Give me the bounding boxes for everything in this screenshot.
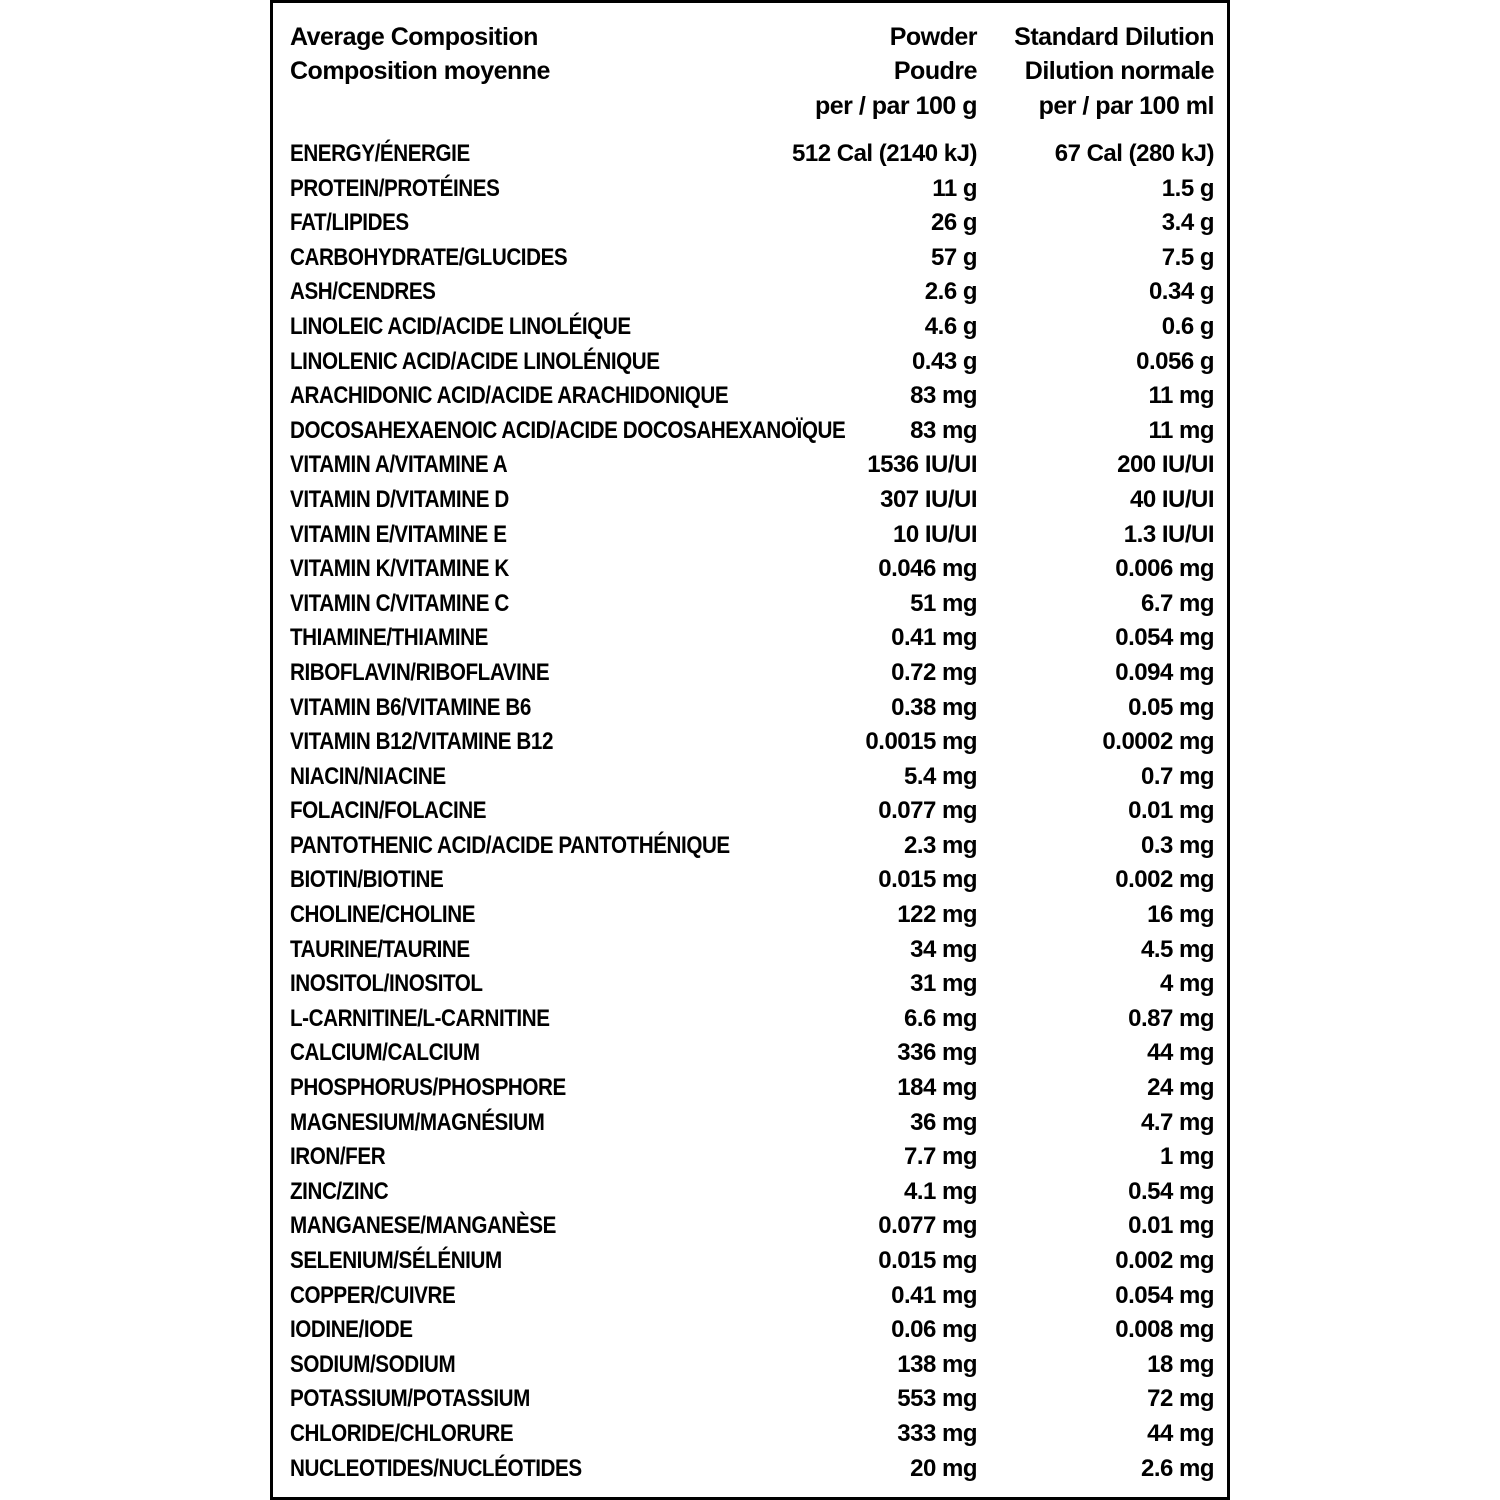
table-row [273,310,1227,345]
header-dilution-fr: Dilution normale [1024,57,1214,85]
dilution-value: 0.002 mg [1115,1247,1214,1274]
powder-value: 0.41 mg [891,1281,977,1309]
nutrient-label: NUCLEOTIDES/NUCLÉOTIDES [290,1454,582,1482]
powder-value: 336 mg [897,1039,977,1067]
dilution-value: 0.002 mg [1115,866,1214,894]
table-row [273,829,1227,864]
dilution-value: 1.5 g [1161,174,1214,202]
powder-value: 31 mg [910,970,977,998]
table-row [273,1279,1227,1314]
powder-value: 0.046 mg [878,555,977,583]
header-title-fr: Composition moyenne [290,57,550,85]
dilution-value: 0.05 mg [1128,693,1214,721]
powder-value: 184 mg [897,1074,977,1102]
table-row [273,241,1227,276]
nutrient-label: IODINE/IODE [290,1316,413,1344]
table-row [273,518,1227,553]
powder-value: 0.06 mg [891,1316,977,1344]
powder-value: 0.0015 mg [865,728,977,756]
table-row [273,760,1227,795]
header-powder-en: Powder [889,23,977,51]
dilution-value: 11 mg [1148,382,1214,410]
dilution-value: 6.7 mg [1140,589,1214,617]
table-row [273,1175,1227,1210]
powder-value: 34 mg [910,935,977,963]
nutrient-label: CALCIUM/CALCIUM [290,1039,480,1067]
table-row [273,656,1227,691]
powder-value: 2.6 g [924,278,977,306]
powder-value: 0.015 mg [878,866,977,894]
nutrient-label: FAT/LIPIDES [290,209,409,237]
powder-value: 83 mg [910,382,977,410]
table-row [273,725,1227,760]
dilution-value: 1.3 IU/UI [1123,520,1214,548]
dilution-value: 0.87 mg [1128,1004,1214,1032]
powder-value: 138 mg [897,1350,977,1378]
table-row [273,1417,1227,1452]
table-row [273,1209,1227,1244]
table-row [273,552,1227,587]
nutrient-label: VITAMIN E/VITAMINE E [290,520,507,548]
dilution-value: 0.01 mg [1128,1212,1214,1240]
nutrient-label: ARACHIDONIC ACID/ACIDE ARACHIDONIQUE [290,382,729,410]
nutrient-label: CHOLINE/CHOLINE [290,901,476,929]
nutrient-label: PHOSPHORUS/PHOSPHORE [290,1074,566,1102]
dilution-value: 4.7 mg [1140,1108,1214,1136]
powder-value: 26 g [930,209,977,237]
powder-value: 7.7 mg [903,1143,977,1171]
powder-value: 11 g [932,174,977,202]
table-row [273,1036,1227,1071]
nutrient-label: LINOLEIC ACID/ACIDE LINOLÉIQUE [290,312,631,340]
dilution-value: 2.6 mg [1140,1454,1214,1482]
powder-value: 333 mg [897,1419,977,1447]
table-row [273,863,1227,898]
powder-value: 5.4 mg [903,762,977,790]
powder-value: 2.3 mg [903,831,977,859]
powder-value: 0.43 g [911,347,977,375]
header-powder-unit: per / par 100 g [814,92,977,120]
table-row [273,1313,1227,1348]
table-row [273,967,1227,1002]
header-powder-fr: Poudre [893,57,977,85]
powder-value: 0.72 mg [891,658,977,686]
powder-value: 83 mg [910,416,977,444]
powder-value: 51 mg [910,589,977,617]
dilution-value: 16 mg [1147,901,1214,929]
header-title-en: Average Composition [290,23,538,51]
powder-value: 553 mg [897,1385,977,1413]
powder-value: 10 IU/UI [892,520,977,548]
nutrient-label: INOSITOL/INOSITOL [290,970,483,998]
dilution-value: 11 mg [1148,416,1214,444]
powder-value: 4.6 g [924,312,977,340]
table-row [273,933,1227,968]
powder-value: 122 mg [897,901,977,929]
powder-value: 6.6 mg [903,1004,977,1032]
dilution-value: 18 mg [1147,1350,1214,1378]
nutrient-label: VITAMIN C/VITAMINE C [290,589,509,617]
dilution-value: 200 IU/UI [1117,451,1214,479]
dilution-value: 4.5 mg [1140,935,1214,963]
nutrient-label: THIAMINE/THIAMINE [290,624,488,652]
dilution-value: 0.008 mg [1115,1316,1214,1344]
nutrient-label: LINOLENIC ACID/ACIDE LINOLÉNIQUE [290,347,660,375]
dilution-value: 0.054 mg [1115,1281,1214,1309]
dilution-value: 0.54 mg [1128,1177,1214,1205]
table-row [273,1106,1227,1141]
nutrient-label: CHLORIDE/CHLORURE [290,1419,514,1447]
dilution-value: 40 IU/UI [1129,485,1214,513]
table-row [273,587,1227,622]
dilution-value: 0.01 mg [1128,797,1214,825]
powder-value: 20 mg [910,1454,977,1482]
dilution-value: 0.006 mg [1115,555,1214,583]
table-row [273,345,1227,380]
table-row [273,794,1227,829]
nutrient-label: PROTEIN/PROTÉINES [290,174,500,202]
dilution-value: 0.054 mg [1115,624,1214,652]
nutrient-label: ZINC/ZINC [290,1177,389,1205]
nutrient-label: POTASSIUM/POTASSIUM [290,1385,530,1413]
table-row [273,1382,1227,1417]
nutrient-label: BIOTIN/BIOTINE [290,866,444,894]
table-row [273,483,1227,518]
powder-value: 0.077 mg [878,1212,977,1240]
table-header [273,3,1227,133]
powder-value: 1536 IU/UI [867,451,977,479]
table-row [273,1348,1227,1383]
table-row [273,1071,1227,1106]
table-row [273,448,1227,483]
nutrient-label: PANTOTHENIC ACID/ACIDE PANTOTHÉNIQUE [290,831,730,859]
nutrient-label: RIBOFLAVIN/RIBOFLAVINE [290,658,550,686]
powder-value: 0.41 mg [891,624,977,652]
dilution-value: 0.3 mg [1140,831,1214,859]
table-row [273,206,1227,241]
dilution-value: 1 mg [1159,1143,1214,1171]
nutrient-label: ASH/CENDRES [290,278,436,306]
table-row [273,137,1227,172]
powder-value: 57 g [930,243,977,271]
table-row [273,898,1227,933]
dilution-value: 24 mg [1147,1074,1214,1102]
nutrient-label: VITAMIN B12/VITAMINE B12 [290,728,554,756]
nutrient-label: MANGANESE/MANGANÈSE [290,1212,556,1240]
dilution-value: 72 mg [1147,1385,1214,1413]
nutrient-label: VITAMIN A/VITAMINE A [290,451,508,479]
nutrient-label: VITAMIN K/VITAMINE K [290,555,509,583]
dilution-value: 0.0002 mg [1102,728,1214,756]
nutrient-label: IRON/FER [290,1143,386,1171]
table-row [273,414,1227,449]
nutrient-label: VITAMIN D/VITAMINE D [290,485,509,513]
table-row [273,621,1227,656]
table-row [273,275,1227,310]
table-row [273,691,1227,726]
powder-value: 4.1 mg [903,1177,977,1205]
header-dilution-unit: per / par 100 ml [1038,92,1214,120]
nutrient-label: CARBOHYDRATE/GLUCIDES [290,243,568,271]
nutrient-label: NIACIN/NIACINE [290,762,446,790]
nutrient-label: TAURINE/TAURINE [290,935,470,963]
table-row [273,172,1227,207]
nutrient-label: SELENIUM/SÉLÉNIUM [290,1247,502,1274]
powder-value: 512 Cal (2140 kJ) [792,140,977,167]
dilution-value: 0.094 mg [1115,658,1214,686]
table-row [273,1002,1227,1037]
dilution-value: 44 mg [1147,1039,1214,1067]
nutrient-label: COPPER/CUIVRE [290,1281,456,1309]
powder-value: 0.077 mg [878,797,977,825]
table-row [273,1244,1227,1279]
dilution-value: 0.056 g [1136,347,1214,375]
nutrient-label: DOCOSAHEXAENOIC ACID/ACIDE DOCOSAHEXANOÏQUE [290,416,846,444]
dilution-value: 0.6 g [1161,312,1214,340]
dilution-value: 67 Cal (280 kJ) [1054,140,1214,167]
dilution-value: 7.5 g [1161,243,1214,271]
dilution-value: 3.4 g [1161,209,1214,237]
table-row [273,379,1227,414]
powder-value: 307 IU/UI [880,485,977,513]
composition-rows [273,137,1227,1486]
header-dilution-en: Standard Dilution [1014,23,1214,51]
dilution-value: 0.7 mg [1140,762,1214,790]
nutrient-label: ENERGY/ÉNERGIE [290,140,470,167]
nutrient-label: MAGNESIUM/MAGNÉSIUM [290,1108,545,1136]
powder-value: 36 mg [910,1108,977,1136]
powder-value: 0.015 mg [878,1247,977,1274]
nutrient-label: SODIUM/SODIUM [290,1350,456,1378]
dilution-value: 4 mg [1159,970,1214,998]
table-row [273,1452,1227,1487]
nutrient-label: L-CARNITINE/L-CARNITINE [290,1004,550,1032]
nutrient-label: VITAMIN B6/VITAMINE B6 [290,693,531,721]
nutrient-label: FOLACIN/FOLACINE [290,797,487,825]
table-row [273,1140,1227,1175]
dilution-value: 0.34 g [1148,278,1214,306]
powder-value: 0.38 mg [891,693,977,721]
dilution-value: 44 mg [1147,1419,1214,1447]
nutrition-composition-panel [270,0,1230,1500]
